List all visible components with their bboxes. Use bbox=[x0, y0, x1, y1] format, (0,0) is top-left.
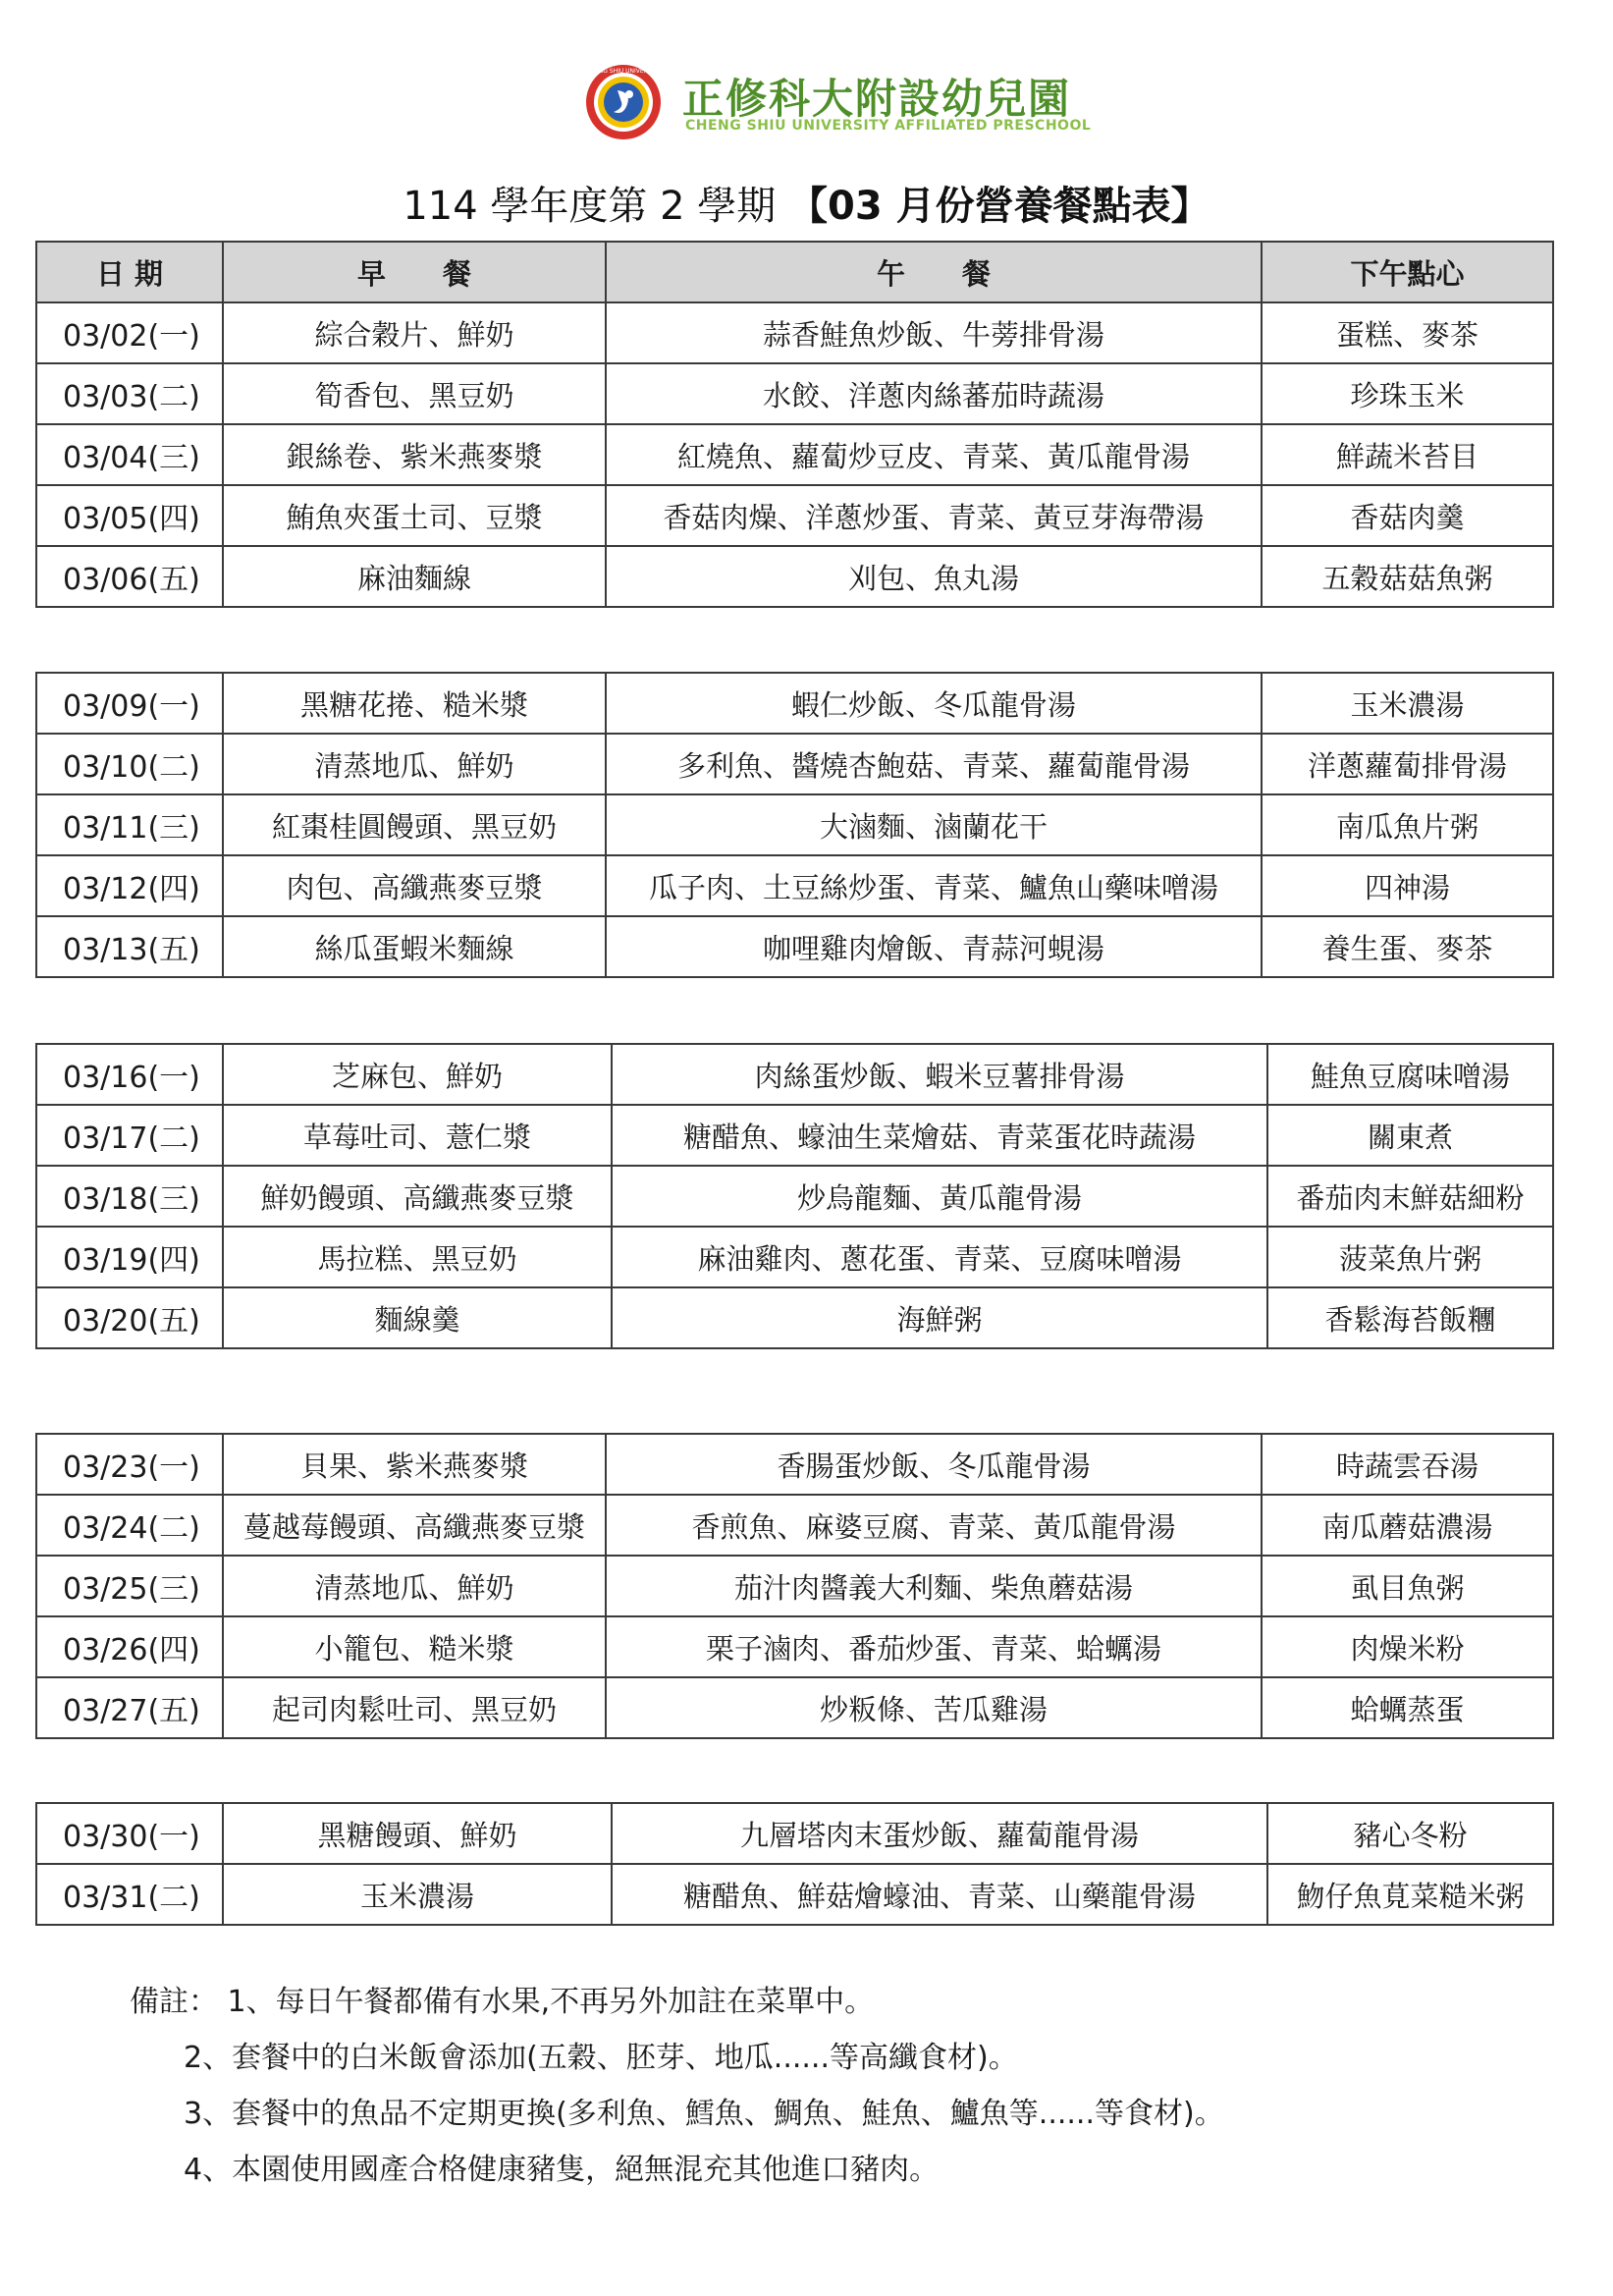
breakfast-cell: 小籠包、糙米漿 bbox=[223, 1616, 606, 1677]
breakfast-cell: 筍香包、黑豆奶 bbox=[223, 363, 606, 424]
table-row bbox=[36, 1864, 1553, 1925]
snack-cell: 魩仔魚莧菜糙米粥 bbox=[1267, 1864, 1553, 1925]
breakfast-cell: 紅棗桂圓饅頭、黑豆奶 bbox=[223, 794, 606, 855]
breakfast-cell: 馬拉糕、黑豆奶 bbox=[223, 1227, 612, 1287]
table-row bbox=[36, 1105, 1553, 1166]
emblem-text: CHENG SHIU UNIVERSITY bbox=[586, 68, 661, 75]
table-row bbox=[36, 1044, 1553, 1105]
lunch-cell: 蒜香鮭魚炒飯、牛蒡排骨湯 bbox=[606, 302, 1262, 363]
date-cell: 03/18(三) bbox=[36, 1166, 223, 1227]
date-cell: 03/10(二) bbox=[36, 734, 223, 794]
snack-cell: 關東煮 bbox=[1267, 1105, 1553, 1166]
notes-label: 備註： bbox=[130, 1985, 218, 2019]
lunch-cell: 肉絲蛋炒飯、蝦米豆薯排骨湯 bbox=[612, 1044, 1267, 1105]
table-row bbox=[36, 302, 1553, 363]
column-header-date: 日 期 bbox=[36, 242, 223, 302]
snack-cell: 香菇肉羹 bbox=[1262, 485, 1553, 546]
note-item: 2、套餐中的白米飯會添加(五穀、胚芽、地瓜......等高纖食材)。 bbox=[184, 2041, 1018, 2075]
lunch-cell: 刈包、魚丸湯 bbox=[606, 546, 1262, 607]
snack-cell: 五穀菇菇魚粥 bbox=[1262, 546, 1553, 607]
date-cell: 03/30(一) bbox=[36, 1803, 223, 1864]
column-header-breakfast: 早 餐 bbox=[223, 242, 606, 302]
lunch-cell: 九層塔肉末蛋炒飯、蘿蔔龍骨湯 bbox=[612, 1803, 1267, 1864]
note-item: 1、每日午餐都備有水果,不再另外加註在菜單中。 bbox=[227, 1985, 875, 2019]
menu-table-week-3 bbox=[35, 1043, 1554, 1349]
date-cell: 03/06(五) bbox=[36, 546, 223, 607]
table-row bbox=[36, 546, 1553, 607]
lunch-cell: 香腸蛋炒飯、冬瓜龍骨湯 bbox=[606, 1434, 1262, 1495]
date-cell: 03/12(四) bbox=[36, 855, 223, 916]
date-cell: 03/23(一) bbox=[36, 1434, 223, 1495]
table-row bbox=[36, 673, 1553, 734]
table-row bbox=[36, 1287, 1553, 1348]
menu-table-week-4 bbox=[35, 1433, 1554, 1739]
date-cell: 03/26(四) bbox=[36, 1616, 223, 1677]
table-row bbox=[36, 734, 1553, 794]
snack-cell: 洋蔥蘿蔔排骨湯 bbox=[1262, 734, 1553, 794]
snack-cell: 珍珠玉米 bbox=[1262, 363, 1553, 424]
date-cell: 03/05(四) bbox=[36, 485, 223, 546]
date-cell: 03/13(五) bbox=[36, 916, 223, 977]
breakfast-cell: 麻油麵線 bbox=[223, 546, 606, 607]
snack-cell: 蛤蠣蒸蛋 bbox=[1262, 1677, 1553, 1738]
table-row bbox=[36, 485, 1553, 546]
breakfast-cell: 鮪魚夾蛋土司、豆漿 bbox=[223, 485, 606, 546]
snack-cell: 香鬆海苔飯糰 bbox=[1267, 1287, 1553, 1348]
snack-cell: 時蔬雲吞湯 bbox=[1262, 1434, 1553, 1495]
date-cell: 03/11(三) bbox=[36, 794, 223, 855]
snack-cell: 豬心冬粉 bbox=[1267, 1803, 1553, 1864]
table-header-row bbox=[36, 242, 1553, 302]
lunch-cell: 炒烏龍麵、黃瓜龍骨湯 bbox=[612, 1166, 1267, 1227]
table-row bbox=[36, 1616, 1553, 1677]
lunch-cell: 炒粄條、苦瓜雞湯 bbox=[606, 1677, 1262, 1738]
date-cell: 03/09(一) bbox=[36, 673, 223, 734]
breakfast-cell: 黑糖饅頭、鮮奶 bbox=[223, 1803, 612, 1864]
table-row bbox=[36, 1803, 1553, 1864]
breakfast-cell: 清蒸地瓜、鮮奶 bbox=[223, 734, 606, 794]
lunch-cell: 香煎魚、麻婆豆腐、青菜、黃瓜龍骨湯 bbox=[606, 1495, 1262, 1556]
breakfast-cell: 綜合穀片、鮮奶 bbox=[223, 302, 606, 363]
note-item: 4、本園使用國產合格健康豬隻，絕無混充其他進口豬肉。 bbox=[184, 2153, 940, 2187]
snack-cell: 虱目魚粥 bbox=[1262, 1556, 1553, 1616]
table-row bbox=[36, 1556, 1553, 1616]
snack-cell: 養生蛋、麥茶 bbox=[1262, 916, 1553, 977]
lunch-cell: 糖醋魚、鮮菇燴蠔油、青菜、山藥龍骨湯 bbox=[612, 1864, 1267, 1925]
school-emblem-icon bbox=[584, 63, 663, 141]
table-row bbox=[36, 1495, 1553, 1556]
lunch-cell: 水餃、洋蔥肉絲蕃茄時蔬湯 bbox=[606, 363, 1262, 424]
date-cell: 03/03(二) bbox=[36, 363, 223, 424]
column-header-lunch: 午 餐 bbox=[606, 242, 1262, 302]
lunch-cell: 瓜子肉、土豆絲炒蛋、青菜、鱸魚山藥味噌湯 bbox=[606, 855, 1262, 916]
lunch-cell: 大滷麵、滷蘭花干 bbox=[606, 794, 1262, 855]
title-main: 【03 月份營養餐點表】 bbox=[788, 184, 1210, 229]
school-logo-text: 正修科大附設幼兒園 bbox=[682, 75, 1072, 123]
breakfast-cell: 銀絲卷、紫米燕麥漿 bbox=[223, 424, 606, 485]
lunch-cell: 海鮮粥 bbox=[612, 1287, 1267, 1348]
breakfast-cell: 蔓越莓饅頭、高纖燕麥豆漿 bbox=[223, 1495, 606, 1556]
breakfast-cell: 黑糖花捲、糙米漿 bbox=[223, 673, 606, 734]
table-row bbox=[36, 855, 1553, 916]
column-header-snack: 下午點心 bbox=[1262, 242, 1553, 302]
lunch-cell: 咖哩雞肉燴飯、青蒜河蜆湯 bbox=[606, 916, 1262, 977]
lunch-cell: 栗子滷肉、番茄炒蛋、青菜、蛤蠣湯 bbox=[606, 1616, 1262, 1677]
school-logo-subtext: CHENG SHIU UNIVERSITY AFFILIATED PRESCHOOL bbox=[685, 118, 1092, 134]
lunch-cell: 紅燒魚、蘿蔔炒豆皮、青菜、黃瓜龍骨湯 bbox=[606, 424, 1262, 485]
breakfast-cell: 起司肉鬆吐司、黑豆奶 bbox=[223, 1677, 606, 1738]
notes-section bbox=[130, 1974, 1224, 2198]
breakfast-cell: 貝果、紫米燕麥漿 bbox=[223, 1434, 606, 1495]
snack-cell: 南瓜魚片粥 bbox=[1262, 794, 1553, 855]
breakfast-cell: 鮮奶饅頭、高纖燕麥豆漿 bbox=[223, 1166, 612, 1227]
table-row bbox=[36, 424, 1553, 485]
snack-cell: 鮭魚豆腐味噌湯 bbox=[1267, 1044, 1553, 1105]
breakfast-cell: 玉米濃湯 bbox=[223, 1864, 612, 1925]
date-cell: 03/17(二) bbox=[36, 1105, 223, 1166]
breakfast-cell: 草莓吐司、薏仁漿 bbox=[223, 1105, 612, 1166]
breakfast-cell: 絲瓜蛋蝦米麵線 bbox=[223, 916, 606, 977]
snack-cell: 肉燥米粉 bbox=[1262, 1616, 1553, 1677]
snack-cell: 鮮蔬米苔目 bbox=[1262, 424, 1553, 485]
lunch-cell: 茄汁肉醬義大利麵、柴魚蘑菇湯 bbox=[606, 1556, 1262, 1616]
menu-table-week-5 bbox=[35, 1802, 1554, 1926]
snack-cell: 番茄肉末鮮菇細粉 bbox=[1267, 1166, 1553, 1227]
title-term: 114 學年度第 2 學期 bbox=[403, 184, 777, 229]
note-item: 3、套餐中的魚品不定期更換(多利魚、鱈魚、鯛魚、鮭魚、鱸魚等......等食材)。 bbox=[184, 2097, 1224, 2131]
menu-table-week-1 bbox=[35, 241, 1554, 608]
snack-cell: 菠菜魚片粥 bbox=[1267, 1227, 1553, 1287]
table-row bbox=[36, 1166, 1553, 1227]
date-cell: 03/20(五) bbox=[36, 1287, 223, 1348]
page-title bbox=[0, 175, 1613, 231]
date-cell: 03/25(三) bbox=[36, 1556, 223, 1616]
snack-cell: 南瓜蘑菇濃湯 bbox=[1262, 1495, 1553, 1556]
date-cell: 03/27(五) bbox=[36, 1677, 223, 1738]
lunch-cell: 麻油雞肉、蔥花蛋、青菜、豆腐味噌湯 bbox=[612, 1227, 1267, 1287]
snack-cell: 玉米濃湯 bbox=[1262, 673, 1553, 734]
snack-cell: 四神湯 bbox=[1262, 855, 1553, 916]
menu-table-week-2 bbox=[35, 672, 1554, 978]
table-row bbox=[36, 363, 1553, 424]
date-cell: 03/04(三) bbox=[36, 424, 223, 485]
date-cell: 03/02(一) bbox=[36, 302, 223, 363]
page-header bbox=[0, 59, 1613, 167]
table-row bbox=[36, 916, 1553, 977]
breakfast-cell: 芝麻包、鮮奶 bbox=[223, 1044, 612, 1105]
date-cell: 03/19(四) bbox=[36, 1227, 223, 1287]
table-row bbox=[36, 1434, 1553, 1495]
lunch-cell: 香菇肉燥、洋蔥炒蛋、青菜、黃豆芽海帶湯 bbox=[606, 485, 1262, 546]
breakfast-cell: 麵線羹 bbox=[223, 1287, 612, 1348]
table-row bbox=[36, 1227, 1553, 1287]
table-row bbox=[36, 794, 1553, 855]
lunch-cell: 多利魚、醬燒杏鮑菇、青菜、蘿蔔龍骨湯 bbox=[606, 734, 1262, 794]
date-cell: 03/31(二) bbox=[36, 1864, 223, 1925]
table-row bbox=[36, 1677, 1553, 1738]
lunch-cell: 糖醋魚、蠔油生菜燴菇、青菜蛋花時蔬湯 bbox=[612, 1105, 1267, 1166]
snack-cell: 蛋糕、麥茶 bbox=[1262, 302, 1553, 363]
breakfast-cell: 肉包、高纖燕麥豆漿 bbox=[223, 855, 606, 916]
lunch-cell: 蝦仁炒飯、冬瓜龍骨湯 bbox=[606, 673, 1262, 734]
breakfast-cell: 清蒸地瓜、鮮奶 bbox=[223, 1556, 606, 1616]
date-cell: 03/16(一) bbox=[36, 1044, 223, 1105]
date-cell: 03/24(二) bbox=[36, 1495, 223, 1556]
